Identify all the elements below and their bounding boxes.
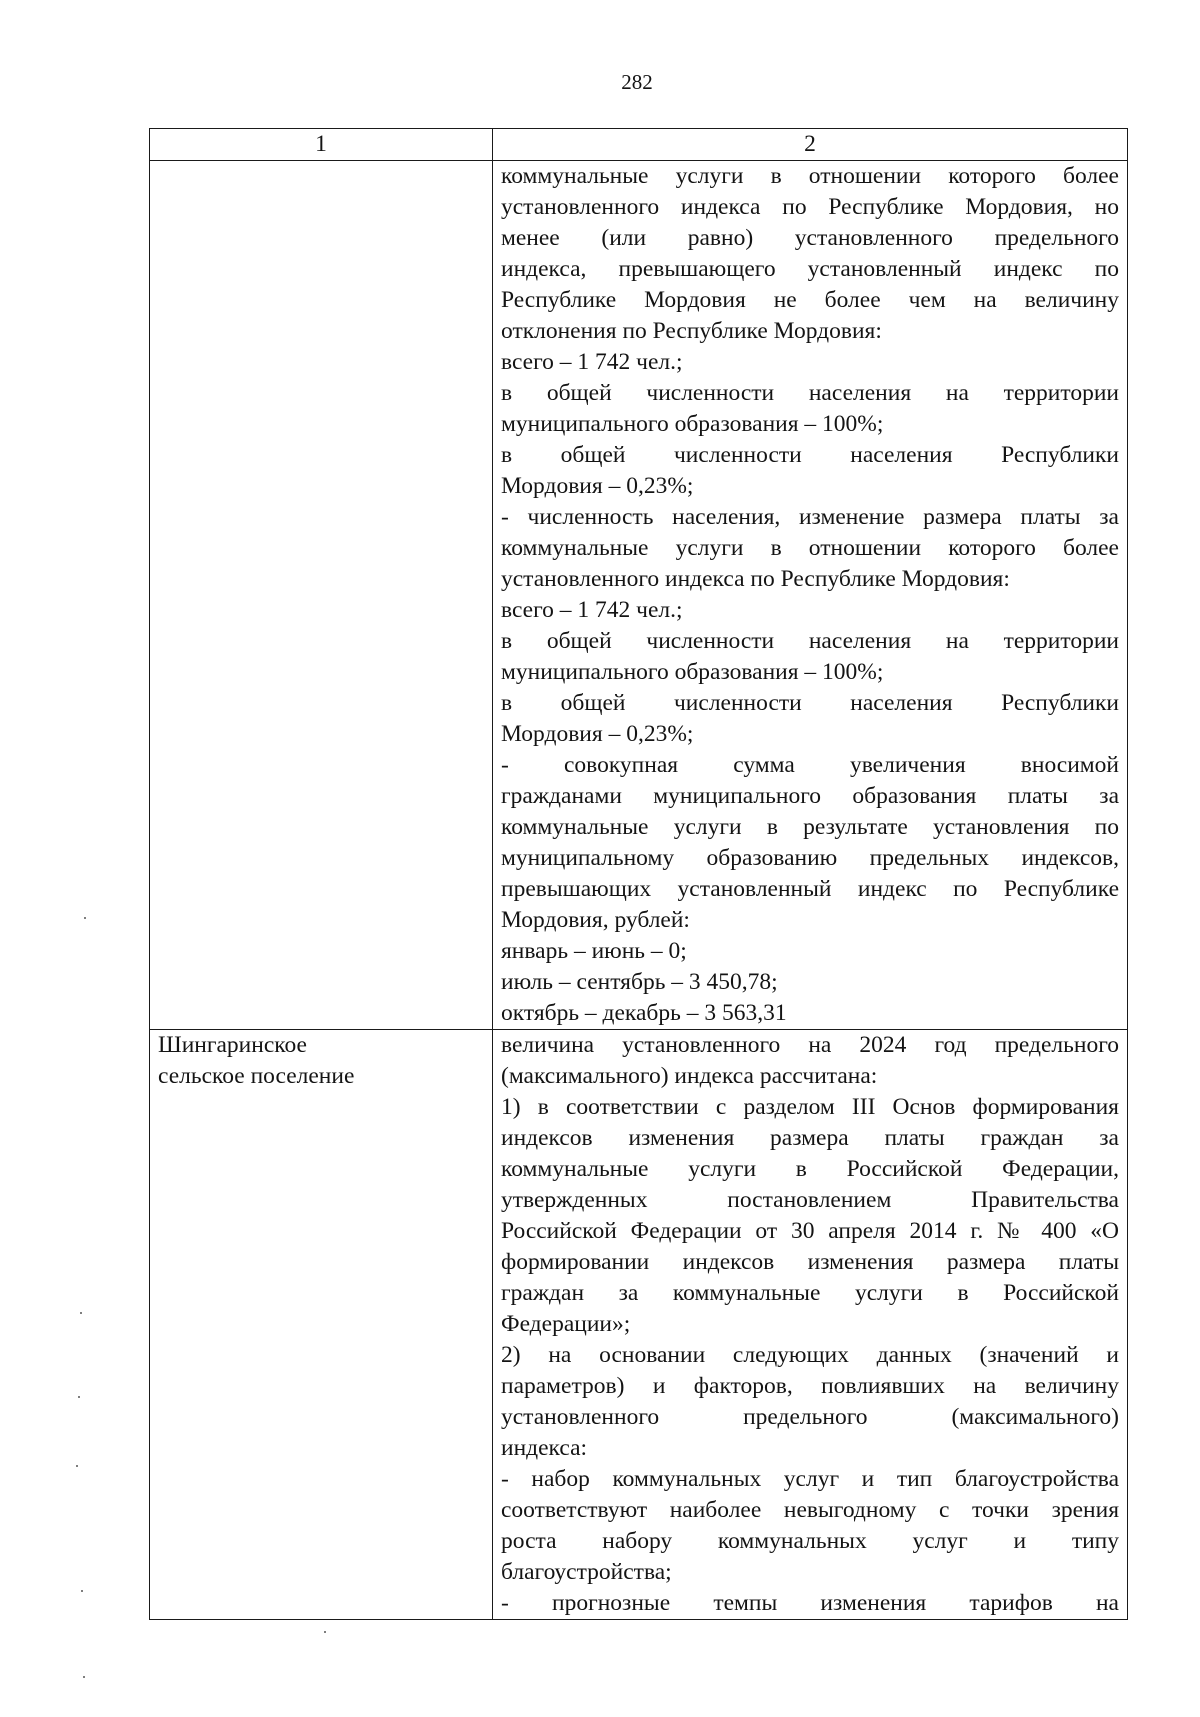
text-line: всего – 1 742 чел.;: [501, 349, 683, 375]
text-line: Мордовия – 0,23%;: [501, 721, 694, 747]
text-line: всего – 1 742 чел.;: [501, 597, 683, 623]
municipality-line: Шингаринское: [158, 1032, 307, 1058]
text-line: коммунальные услуги в отношении которого более: [501, 163, 1119, 189]
text-line: 1) в соответствии с разделом III Основ формирования: [501, 1094, 1119, 1120]
text-line: отклонения по Республике Мордовия:: [501, 318, 882, 344]
scan-speck: [84, 917, 86, 919]
text-line: в общей численности населения Республики: [501, 442, 1119, 468]
description-cell: [493, 161, 1128, 1030]
text-line: муниципальному образованию предельных индексов,: [501, 845, 1119, 871]
municipality-cell: [150, 161, 493, 1030]
table-header-row: [150, 129, 1128, 161]
text-line: Мордовия, рублей:: [501, 907, 690, 933]
text-line: в общей численности населения на территории: [501, 380, 1119, 406]
scan-speck: [81, 1590, 83, 1592]
text-line: муниципального образования – 100%;: [501, 659, 884, 685]
text-line: индексов изменения размера платы граждан за: [501, 1125, 1119, 1151]
municipality-line: сельское поселение: [158, 1063, 355, 1089]
text-line: формировании индексов изменения размера платы: [501, 1249, 1119, 1275]
text-line: роста набору коммунальных услуг и типу: [501, 1528, 1119, 1554]
page-number: 282: [621, 70, 653, 94]
text-line: параметров) и факторов, повлиявших на величину: [501, 1373, 1119, 1399]
text-line: - набор коммунальных услуг и тип благоустройства: [501, 1466, 1119, 1492]
text-line: величина установленного на 2024 год предельного: [501, 1032, 1119, 1058]
table-row: [150, 1030, 1128, 1620]
description-cell: [493, 1030, 1128, 1620]
text-line: установленного индекса по Республике Мордовия:: [501, 566, 1010, 592]
column-header-1: 1: [150, 129, 493, 161]
text-line: превышающих установленный индекс по Республике: [501, 876, 1119, 902]
text-line: соответствуют наиболее невыгодному с точки зрения: [501, 1497, 1119, 1523]
text-line: июль – сентябрь – 3 450,78;: [501, 969, 778, 995]
scan-speck: [83, 1676, 85, 1678]
municipality-cell: [150, 1030, 493, 1620]
text-line: 2) на основании следующих данных (значений и: [501, 1342, 1119, 1368]
text-line: коммунальные услуги в Российской Федерации,: [501, 1156, 1119, 1182]
indices-table: [149, 128, 1128, 1620]
text-line: коммунальные услуги в результате установления по: [501, 814, 1119, 840]
text-line: - совокупная сумма увеличения вносимой: [501, 752, 1119, 778]
text-line: - численность населения, изменение размера платы за: [501, 504, 1119, 530]
text-line: граждан за коммунальные услуги в Российской: [501, 1280, 1119, 1306]
text-line: установленного предельного (максимального): [501, 1404, 1119, 1430]
text-line: коммунальные услуги в отношении которого более: [501, 535, 1119, 561]
table-row: [150, 161, 1128, 1030]
text-line: Мордовия – 0,23%;: [501, 473, 694, 499]
text-line: утвержденных постановлением Правительства: [501, 1187, 1119, 1213]
text-line: индекса, превышающего установленный индекс по: [501, 256, 1119, 282]
text-line: Российской Федерации от 30 апреля 2014 г. № 400 «О: [501, 1218, 1119, 1244]
text-line: гражданами муниципального образования платы за: [501, 783, 1119, 809]
scan-speck: [76, 1465, 78, 1467]
text-line: муниципального образования – 100%;: [501, 411, 884, 437]
scan-speck: [80, 1312, 82, 1314]
text-line: октябрь – декабрь – 3 563,31: [501, 1000, 787, 1026]
column-header-2: 2: [493, 129, 1128, 161]
text-line: (максимального) индекса рассчитана:: [501, 1063, 878, 1089]
text-line: в общей численности населения Республики: [501, 690, 1119, 716]
text-line: - прогнозные темпы изменения тарифов на: [501, 1590, 1119, 1616]
text-line: Федерации»;: [501, 1311, 631, 1337]
text-line: индекса:: [501, 1435, 588, 1461]
text-line: благоустройства;: [501, 1559, 672, 1585]
text-line: установленного индекса по Республике Мордовия, но: [501, 194, 1119, 220]
text-line: Республике Мордовия не более чем на величину: [501, 287, 1119, 313]
text-line: в общей численности населения на территории: [501, 628, 1119, 654]
scan-speck: [78, 1396, 80, 1398]
text-line: менее (или равно) установленного предельного: [501, 225, 1119, 251]
scan-speck: [324, 1631, 326, 1633]
text-line: январь – июнь – 0;: [501, 938, 687, 964]
